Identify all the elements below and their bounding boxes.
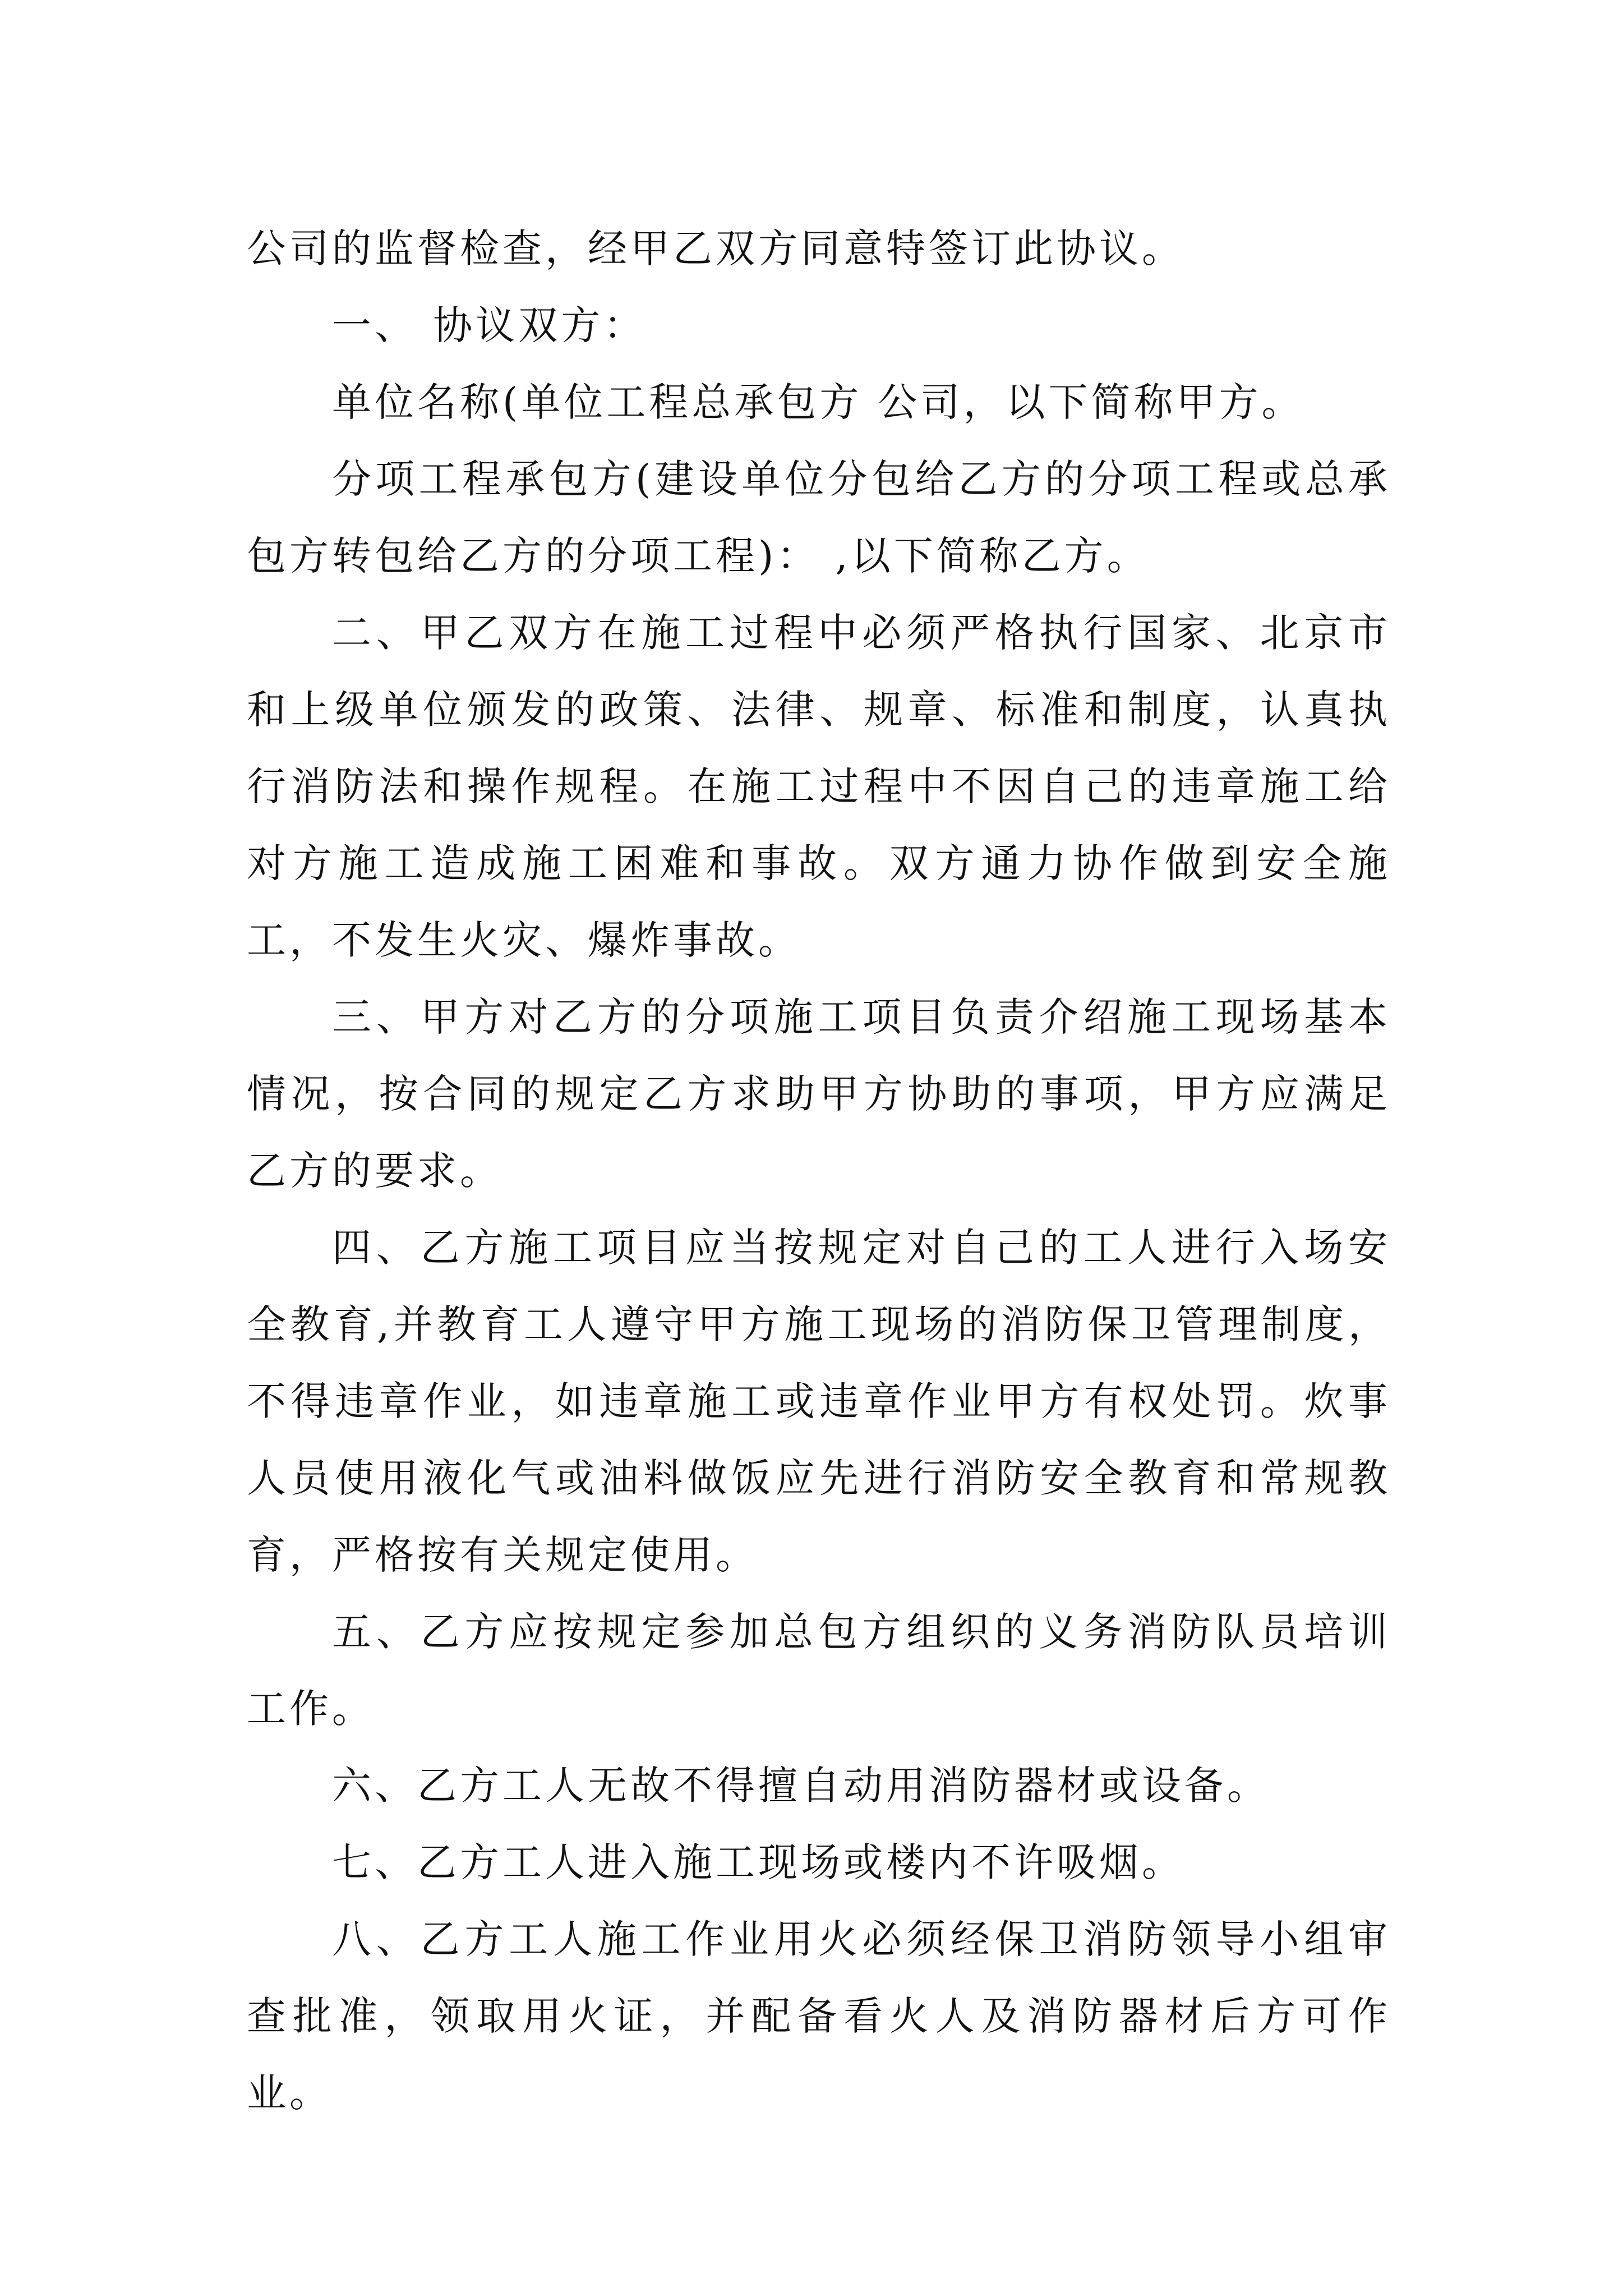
paragraph-section-1-heading: 一、 协议双方：	[332, 302, 647, 348]
paragraph-section-2: 二、甲乙双方在施工过程中必须严格执行国家、北京市和上级单位颁发的政策、法律、规章、标准和制度，认真执行消防法和操作规程。在施工过程中不因自己的违章施工给对方施工造成施工困难和事故。双方通力协作做到安全施工，不发生火灾、爆炸事故。	[247, 610, 1391, 963]
paragraph-continuation: 公司的监督检查，经甲乙双方同意特签订此协议。	[247, 226, 1184, 272]
paragraph-section-8: 八、乙方工人施工作业用火必须经保卫消防领导小组审查批准，领取用火证，并配备看火人及消防器材后方可作业。	[247, 1916, 1391, 2116]
paragraph-section-4: 四、乙方施工项目应当按规定对自己的工人进行入场安全教育,并教育工人遵守甲方施工现场的消防保卫管理制度，不得违章作业，如违章施工或违章作业甲方有权处罚。炊事人员使用液化气或油料做饭应先进行消防安全教育和常规教育，严格按有关规定使用。	[247, 1225, 1391, 1578]
document-body	[247, 210, 1391, 2132]
paragraph-section-7: 七、乙方工人进入施工现场或楼内不许吸烟。	[332, 1839, 1184, 1885]
paragraph-section-6: 六、乙方工人无故不得擅自动用消防器材或设备。	[332, 1763, 1270, 1809]
paragraph-section-3: 三、甲方对乙方的分项施工项目负责介绍施工现场基本情况，按合同的规定乙方求助甲方协助的事项，甲方应满足乙方的要求。	[247, 994, 1391, 1194]
paragraph-party-a: 单位名称(单位工程总承包方 公司，以下简称甲方。	[332, 379, 1304, 425]
paragraph-section-5: 五、乙方应按规定参加总包方组织的义务消防队员培训工作。	[247, 1609, 1391, 1732]
paragraph-party-b: 分项工程承包方(建设单位分包给乙方的分项工程或总承包方转包给乙方的分项工程)： ,以下简称乙方。	[247, 456, 1391, 579]
